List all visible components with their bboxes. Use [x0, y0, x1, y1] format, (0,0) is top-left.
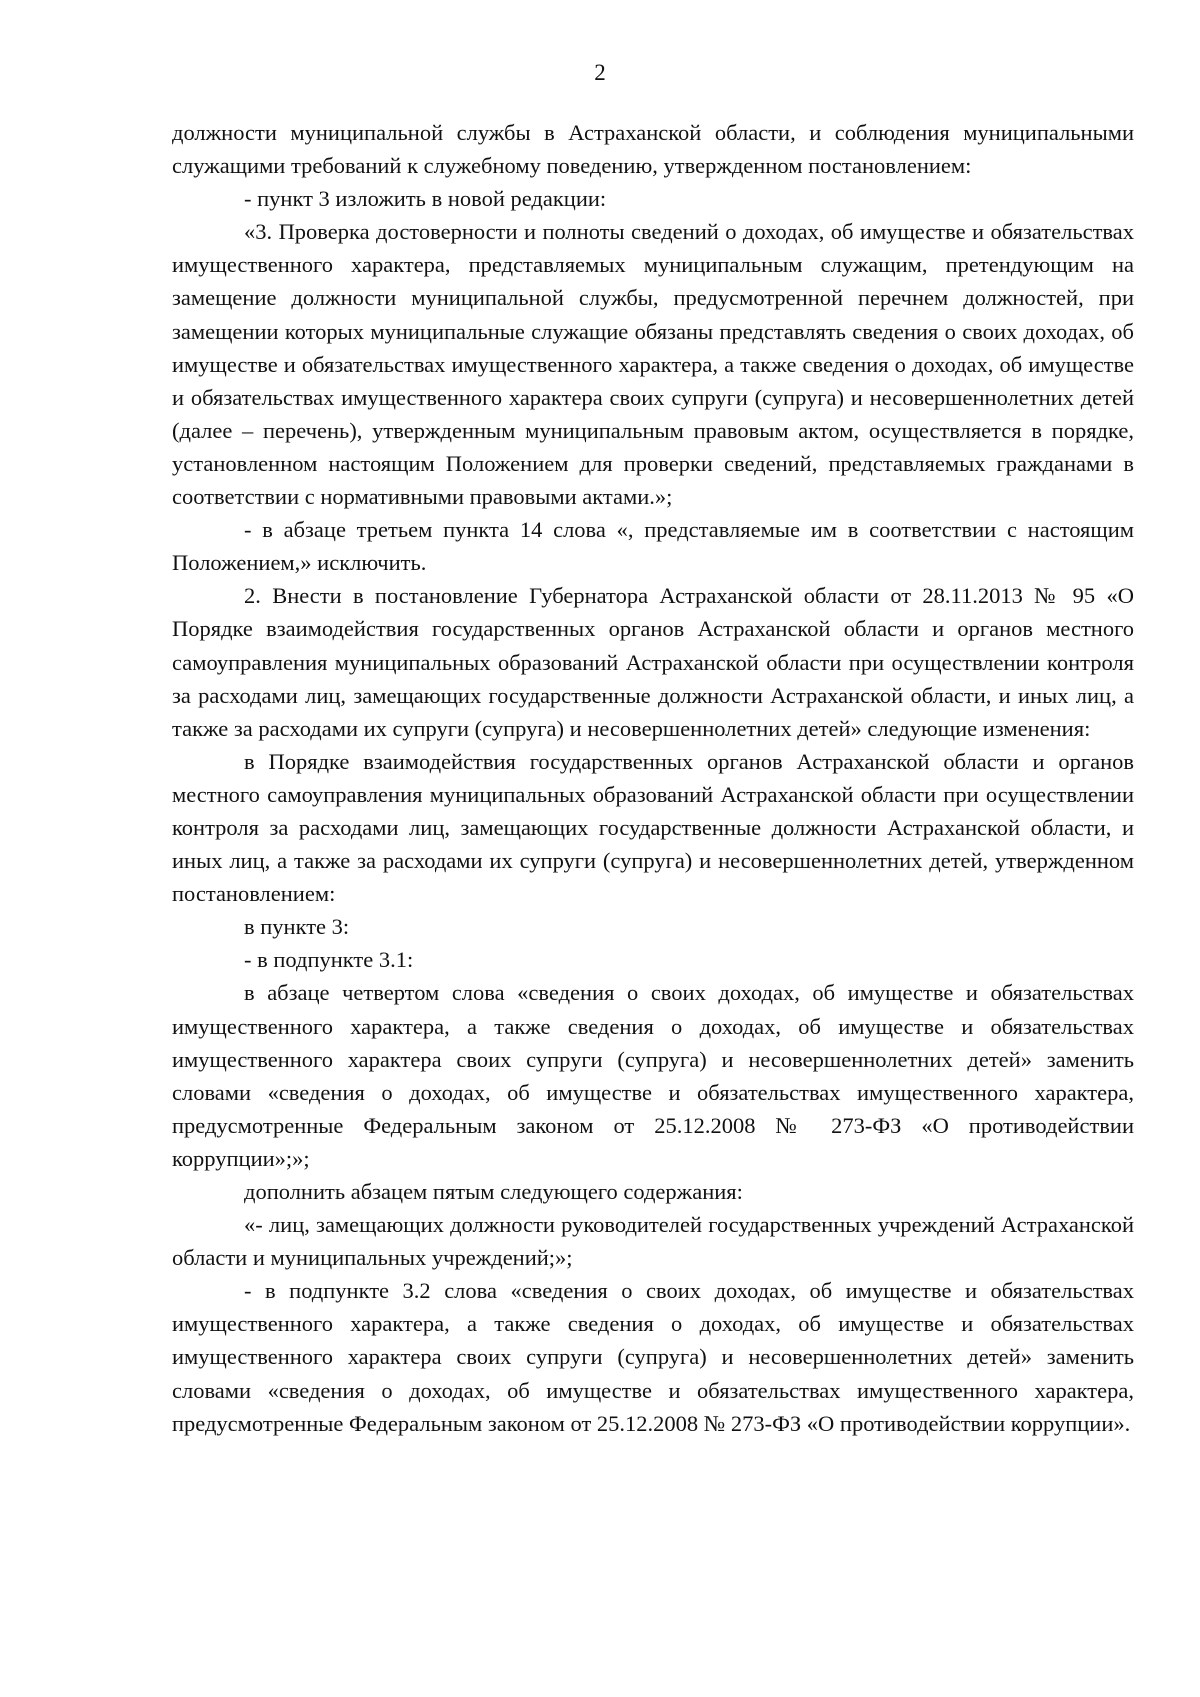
paragraph: - в подпункте 3.2 слова «сведения о своих доходах, об имуществе и обязательствах имущественного характера, а также сведения о доходах, об имуществе и обязательствах имущественного характера своих супруги (супруга) и несовершеннолетних детей» заменить словами «сведения о доходах, об имуществе и обязательствах имущественного характера, предусмотренные Федеральным законом от 25.12.2008 № 273-ФЗ «О противодействии коррупции».: [172, 1278, 1134, 1436]
paragraph: - пункт 3 изложить в новой редакции:: [244, 186, 607, 212]
paragraph: в абзаце четвертом слова «сведения о своих доходах, об имуществе и обязательствах имущественного характера, а также сведения о доходах, об имуществе и обязательствах имущественного характера своих супруги (супруга) и несовершеннолетних детей» заменить словами «сведения о доходах, об имуществе и обязательствах имущественного характера, предусмотренные Федеральным законом от 25.12.2008 № 273-ФЗ «О противодействии коррупции»;»;: [172, 980, 1134, 1171]
paragraph: должности муниципальной службы в Астраханской области, и соблюдения муниципальными служащими требований к служебному поведению, утвержденном постановлением:: [172, 120, 1134, 179]
paragraph: в Порядке взаимодействия государственных органов Астраханской области и органов местного самоуправления муниципальных образований Астраханской области при осуществлении контроля за расходами лиц, замещающих государственные должности Астраханской области, и иных лиц, а также за расходами их супруги (супруга) и несовершеннолетних детей, утвержденном постановлением:: [172, 748, 1134, 907]
paragraph: в пункте 3:: [244, 914, 350, 940]
page-number: 2: [594, 60, 606, 85]
paragraph: «3. Проверка достоверности и полноты сведений о доходах, об имуществе и обязательствах имущественного характера, представляемых муниципальным служащим, претендующим на замещение должности муниципальной службы, предусмотренной перечнем должностей, при замещении которых муниципальные служащие обязаны представлять сведения о своих доходах, об имуществе и обязательствах имущественного характера, а также сведения о доходах, об имуществе и обязательствах имущественного характера своих супруги (супруга) и несовершеннолетних детей (далее – перечень), утвержденным муниципальным правовым актом, осуществляется в порядке, установленном настоящим Положением для проверки сведений, представляемых гражданами в соответствии с нормативными правовыми актами.»;: [172, 219, 1134, 510]
paragraph: - в абзаце третьем пункта 14 слова «, представляемые им в соответствии с настоящим Положением,» исключить.: [172, 517, 1134, 576]
document-body: [172, 116, 1134, 1440]
paragraph: 2. Внести в постановление Губернатора Астраханской области от 28.11.2013 № 95 «О Порядке взаимодействия государственных органов Астраханской области и органов местного самоуправления муниципальных образований Астраханской области при осуществлении контроля за расходами лиц, замещающих государственные должности Астраханской области, и иных лиц, а также за расходами их супруги (супруга) и несовершеннолетних детей» следующие изменения:: [172, 583, 1134, 741]
paragraph: дополнить абзацем пятым следующего содержания:: [244, 1179, 743, 1204]
paragraph: «- лиц, замещающих должности руководителей государственных учреждений Астраханской области и муниципальных учреждений;»;: [172, 1212, 1134, 1271]
paragraph: - в подпункте 3.1:: [244, 947, 414, 973]
